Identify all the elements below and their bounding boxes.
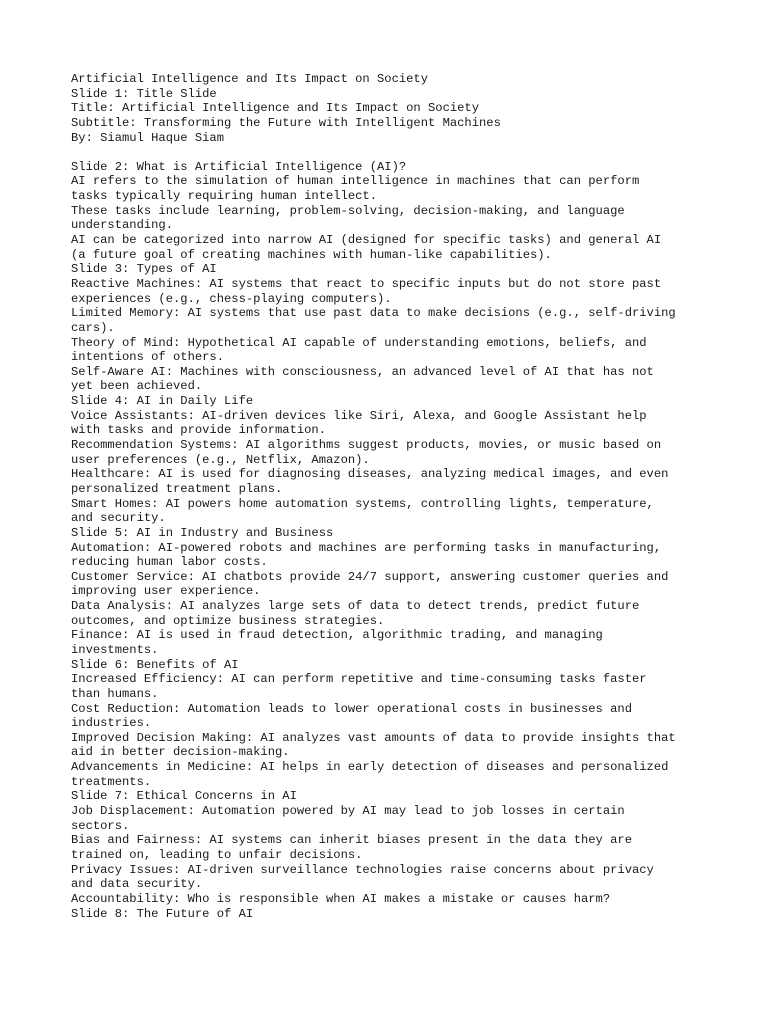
document-line: intentions of others. xyxy=(71,350,224,365)
document-line: Slide 2: What is Artificial Intelligence (AI)? xyxy=(71,159,407,174)
document-line: Slide 6: Benefits of AI xyxy=(71,657,239,672)
document-line: Artificial Intelligence and Its Impact on Society xyxy=(71,72,428,86)
document-line: Slide 4: AI in Daily Life xyxy=(71,394,254,409)
document-line: Recommendation Systems: AI algorithms suggest products, movies, or music based on xyxy=(71,438,662,453)
document-line: Cost Reduction: Automation leads to lower operational costs in businesses and xyxy=(71,701,632,716)
document-line: AI can be categorized into narrow AI (designed for specific tasks) and general AI xyxy=(71,233,662,248)
document-line: industries. xyxy=(71,716,152,731)
document-line: Limited Memory: AI systems that use past data to make decisions (e.g., self-driving xyxy=(71,306,676,321)
document-line: trained on, leading to unfair decisions. xyxy=(71,847,363,862)
blank-line xyxy=(71,145,731,160)
document-line: By: Siamul Haque Siam xyxy=(71,130,224,145)
document-line: outcomes, and optimize business strategies. xyxy=(71,613,385,628)
document-line: Healthcare: AI is used for diagnosing diseases, analyzing medical images, and even xyxy=(71,467,669,482)
document-line: Title: Artificial Intelligence and Its Impact on Society xyxy=(71,101,479,116)
document-line: and security. xyxy=(71,511,166,526)
document-line: user preferences (e.g., Netflix, Amazon). xyxy=(71,452,370,467)
document-line: than humans. xyxy=(71,686,159,701)
document-line: cars). xyxy=(71,320,115,335)
document-line: reducing human labor costs. xyxy=(71,555,268,570)
document-line: Job Displacement: Automation powered by AI may lead to job losses in certain xyxy=(71,804,625,819)
document-line: Finance: AI is used in fraud detection, algorithmic trading, and managing xyxy=(71,628,603,643)
document-line: Slide 5: AI in Industry and Business xyxy=(71,525,334,540)
document-line: investments. xyxy=(71,642,159,657)
document-line: understanding. xyxy=(71,218,173,233)
document-line: personalized treatment plans. xyxy=(71,481,283,496)
document-line: Advancements in Medicine: AI helps in early detection of diseases and personalized xyxy=(71,760,669,775)
document-line: Slide 8: The Future of AI xyxy=(71,906,254,921)
document-line: experiences (e.g., chess-playing computers). xyxy=(71,291,392,306)
document-line: Subtitle: Transforming the Future with Intelligent Machines xyxy=(71,115,501,130)
document-line: Automation: AI-powered robots and machines are performing tasks in manufacturing, xyxy=(71,540,662,555)
document-line: These tasks include learning, problem-solving, decision-making, and language xyxy=(71,203,625,218)
document-line: aid in better decision-making. xyxy=(71,745,290,760)
document-line: Self-Aware AI: Machines with consciousness, an advanced level of AI that has not xyxy=(71,364,654,379)
document-line: Smart Homes: AI powers home automation systems, controlling lights, temperature, xyxy=(71,496,654,511)
document-line: Voice Assistants: AI-driven devices like Siri, Alexa, and Google Assistant help xyxy=(71,408,647,423)
document-line: Increased Efficiency: AI can perform repetitive and time-consuming tasks faster xyxy=(71,672,647,687)
document-line: treatments. xyxy=(71,774,152,789)
document-line: (a future goal of creating machines with human-like capabilities). xyxy=(71,247,552,262)
document-line: Bias and Fairness: AI systems can inherit biases present in the data they are xyxy=(71,833,632,848)
document-line: Slide 1: Title Slide xyxy=(71,86,217,101)
document-line: yet been achieved. xyxy=(71,379,203,394)
document-line: Slide 3: Types of AI xyxy=(71,262,217,277)
document-line: Accountability: Who is responsible when AI makes a mistake or causes harm? xyxy=(71,891,611,906)
document-line: Improved Decision Making: AI analyzes vast amounts of data to provide insights that xyxy=(71,730,676,745)
document-line: and data security. xyxy=(71,877,203,892)
document-line: improving user experience. xyxy=(71,584,261,599)
document-line: Reactive Machines: AI systems that react to specific inputs but do not store past xyxy=(71,276,662,291)
document-line: Privacy Issues: AI-driven surveillance technologies raise concerns about privacy xyxy=(71,862,654,877)
document-line: Theory of Mind: Hypothetical AI capable of understanding emotions, beliefs, and xyxy=(71,335,647,350)
document-line: Slide 7: Ethical Concerns in AI xyxy=(71,789,297,804)
document-line: sectors. xyxy=(71,818,130,833)
document-line: Data Analysis: AI analyzes large sets of data to detect trends, predict future xyxy=(71,599,640,614)
document-line: Customer Service: AI chatbots provide 24/7 support, answering customer queries and xyxy=(71,569,669,584)
document-line: with tasks and provide information. xyxy=(71,423,326,438)
document-line: AI refers to the simulation of human intelligence in machines that can perform xyxy=(71,174,640,189)
document-line: tasks typically requiring human intellect. xyxy=(71,189,377,204)
document-page xyxy=(71,72,731,921)
